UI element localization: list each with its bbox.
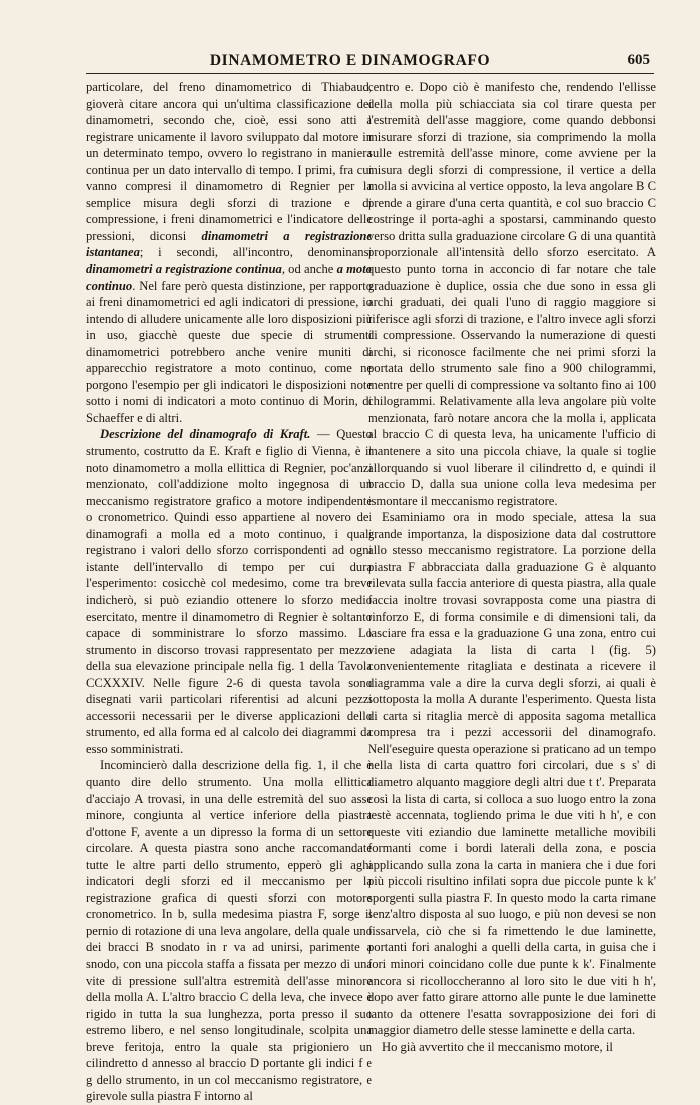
term: a moto continuo [86,262,372,293]
left-column [86,79,372,1104]
page-number: 605 [627,52,650,68]
paragraph [86,426,372,757]
paragraph: Esaminiamo ora in modo speciale, attesa la sua grande importanza, la disposizione data dal costruttore allo stesso meccanismo registratore. La porzione della piastra F abbracciata dalla graduazione G è alquanto rilevata sulla faccia anteriore di questa piastra, alla quale faccia inoltre trovasi sovrapposta come una piastra di rinforzo E, di forma consimile e di dimensioni tali, da lasciare fra essa e la graduazione G una zona, entro cui viene adagiata la lista di carta l (fig. 5) convenientemente ritagliata e destinata a ricevere il diagramma vale a dire la curva degli sforzi, ai quali è sottoposta la molla A durante l'esperimento. Questa lista di carta si ritaglia mercè di apposita sagoma metallica compresa tra i pezzi accessorii del dinamografo. Nell'eseguire questa operazione si praticano ad un tempo nella lista di carta quattro fori circolari, due s s' di diametro alquanto maggiore degli altri due t t'. Preparata così la lista di carta, si colloca a suo luogo entro la zona testè accennata, togliendo prima le due viti h h', e con queste viti eziandio due laminette metalliche movibili formanti come i bordi laterali della zona, e poscia applicando sulla zona la carta in maniera che i due fori più piccoli risultino infilati sopra due piccole punte k k' sporgenti sulla piastra F. In questo modo la carta rimane senz'altro disposta al suo luogo, e più non devesi se non fissarvela, ciò che si fa rimettendo le due laminette, portanti fori analoghi a quelli della carta, in guisa che i fori minori coincidano colle due punte k k'. Finalmente ancora si ricolloccheranno al loro sito le due viti h h', dopo aver fatto girare attorno alle punte le due laminette tanto da ottenere l'esatta sovrapposizione dei fori di maggior diametro delle stesse laminette e della carta. [368,510,656,1038]
paragraph: Incomincierò dalla descrizione della fig. 1, il che è quanto dire dello strumento. Una molla ellittica d'acciajo A trovasi, in una delle estremità del suo asse minore, congiunta al vertice inferiore della piastra d'ottone F, avente a un dipresso la forma di un settore circolare. A questa piastra sono anche raccomandate tutte le altre parti dello strumento, epperò gli aghi indicatori degli sforzi ed il meccanismo per la registrazione grafica di questi sforzi con motore cronometrico. In b, sulla medesima piastra F, sorge il pernio di rotazione di una leva angolare, della quale uno dei bracci B snodato in r va ad unirsi, parimente a snodo, con una piccola staffa a fissata per mezzo di una vite di pressione sull'altra estremità dell'asse minore della molla A. L'altro braccio C della leva, che invece è rigido in tutta la sua lunghezza, porta presso il suo estremo libero, e nel senso longitudinale, scolpita una breve feritoja, entro la quale sta prigioniero un cilindretto d annesso al braccio D portante gli indici f e g dello strumento, in un col meccanismo registratore, e girevole sulla piastra F intorno al [86,758,372,1104]
paragraph: centro e. Dopo ciò è manifesto che, rendendo l'ellisse della molla più schiacciata sia col tirare questa per l'estremità dell'asse maggiore, come quando debbonsi misurare sforzi di trazione, sia comprimendo la molla sulle estremità dell'asse minore, come avviene per la misura degli sforzi di compressione, il vertice a della molla si avvicina al vertice opposto, la leva angolare B C prende a girare d'una certa quantità, e col suo braccio C costringe il porta-aghi a spostarsi, camminando questo verso dritta sulla graduazione circolare G di una quantità proporzionale all'intensità dello sforzo esercitato. A questo punto torna in acconcio di far notare che tale graduazione è duplice, ossia che due sono in essa gli archi graduati, dei quali l'uno di raggio maggiore si riferisce agli sforzi di trazione, e l'altro invece agli sforzi di compressione. Osservando la numerazione di questi archi, si riconosce facilmente che nei primi sforzi la portata dello strumento sale fino a 900 chilogrammi, mentre per quelli di compressione va soltanto fino ai 100 chilogrammi. Relativamente alla leva angolare più volte menzionata, farò notare ancora che la molla i, applicata al braccio C di questa leva, ha unicamente l'ufficio di mantenere a sito una piccola chiave, la quale si toglie allorquando si vuol liberare il cilindretto d, e quindi il braccio D, dalla sua unione colla leva medesima per ismontare il meccanismo registratore. [368,80,656,508]
right-column [368,79,656,1054]
term: dinamometri a registrazione istantanea [86,228,372,260]
running-head [0,52,700,74]
paragraph: Ho già avvertito che il meccanismo motore, il [382,1039,613,1054]
text-run: , od anche [281,262,337,277]
page-title: DINAMOMETRO E DINAMOGRAFO [209,52,491,69]
section-heading: Descrizione del dinamografo di Kraft. [100,427,311,442]
text-run: — Questo strumento, costrutto da E. Kraft e figlio di Vienna, è il noto dinamometro a molla ellittica di Regnier, poc'anzi menzionato, coll'addizione molto ingegnosa di un meccanismo registratore grafico a motore indipendente o cronometrico. Quindi esso appartiene al novero dei dinamografi a molla ed a moto continuo, i quali registrano i valori dello sforzo corrispondenti ad ogni istante dell'intervallo di tempo per cui dura l'esperimento: cosicchè col medesimo, come tra breve indicherò, si può eziandio ottenere lo sforzo medio esercitato, mentre il dinamometro di Regnier è soltanto capace di somministrare lo sforzo massimo. Lo strumento in discorso trovasi rappresentato per mezzo della sua elevazione principale nella fig. 1 della Tavola CCXXXIV. Nelle figure 2-6 di questa tavola sono disegnati varii particolari riferentisi ad alcuni pezzi accessorii necessarii per le diverse applicazioni dello strumento, ed alla forma ed al calcolo dei diagrammi da esso somministrati. [86,427,372,756]
term: dinamometri a registrazione continua [86,262,282,277]
text-run: . Nel fare però questa distinzione, per rapporto ai freni dinamometrici ed agli indicatori di pressione, io intendo di alludere unicamente alle loro disposizioni più in uso, giacchè queste due specie di strumenti dinamometrici potrebbero anche venire muniti di apparecchio registratore a moto continuo, come ne porgono l'esempio per gli indicatori le disposizioni note sotto i nomi di indicatori a moto continuo di Morin, di Schaeffer e di altri. [86,278,372,425]
header-rule [86,73,654,74]
paragraph [86,79,372,426]
text-run: ; i secondi, all'incontro, denominansi [139,245,372,260]
text-run: particolare, del freno dinamometrico di Thiabaud, gioverà citare ancora qui un'ultima classificazione dei dinamometri, secondo che, cioè, essi sono atti a registrare unicamente il lavoro sviluppato dal motore in un determinato tempo, ovvero lo registrano in maniera continua per un dato intervallo di tempo. I primi, fra cui vanno compresi il dinamometro di Regnier per la semplice misura degli sforzi di trazione e di compressione, i freni dinamometrici e l'indicatore delle pressioni, diconsi [86,80,372,243]
